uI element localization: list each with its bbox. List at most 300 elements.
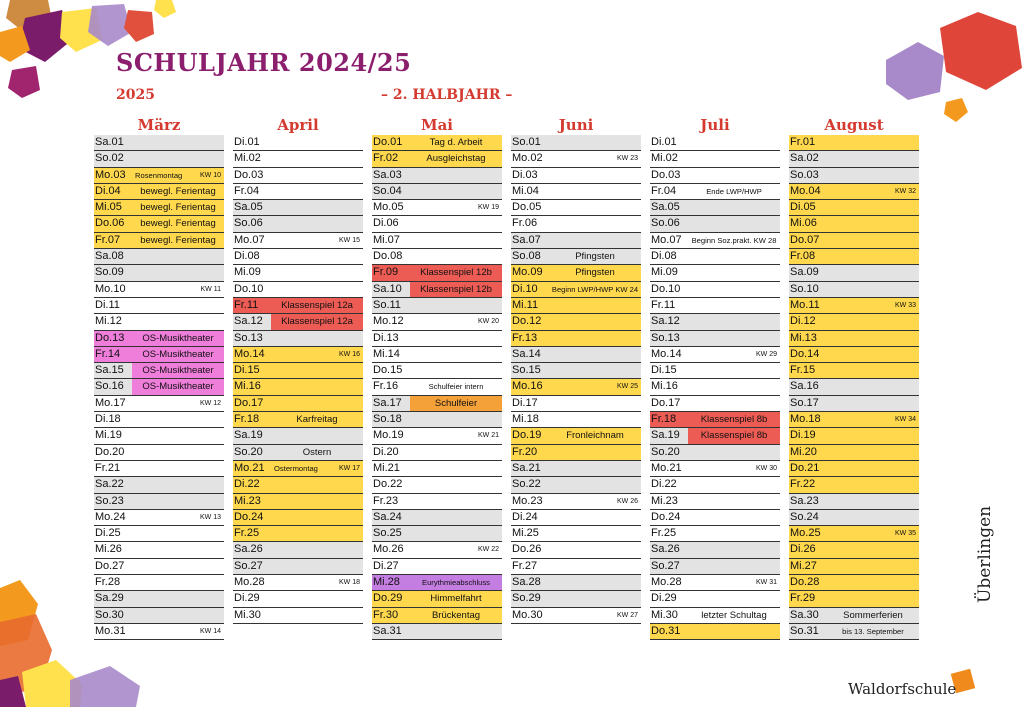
day-date: Mo.11 xyxy=(789,298,827,314)
week-number: KW 23 xyxy=(616,155,638,163)
day-note xyxy=(271,216,363,232)
day-note xyxy=(271,168,363,184)
week-number: KW 10 xyxy=(199,171,221,179)
day-note xyxy=(549,608,641,624)
day-note xyxy=(688,298,780,314)
event-label: OS-Musiktheater xyxy=(142,365,214,377)
day-date: Do.10 xyxy=(233,282,271,298)
day-date: Fr.25 xyxy=(650,526,688,542)
day-note xyxy=(549,200,641,216)
day-note xyxy=(827,282,919,298)
day-note xyxy=(549,494,641,510)
day-date: Di.12 xyxy=(789,314,827,330)
deco-shape xyxy=(124,10,154,42)
day-date: So.06 xyxy=(233,216,271,232)
day-note xyxy=(410,347,502,363)
day-note xyxy=(410,608,502,624)
day-date: Mi.16 xyxy=(650,379,688,395)
day-date: So.01 xyxy=(511,135,549,151)
day-date: Mi.09 xyxy=(233,265,271,281)
day-date: So.08 xyxy=(511,249,549,265)
day-date: Fr.29 xyxy=(789,591,827,607)
day-date: Di.27 xyxy=(372,559,410,575)
day-date: Sa.08 xyxy=(94,249,132,265)
day-note xyxy=(410,494,502,510)
day-note xyxy=(688,135,780,151)
day-date: So.10 xyxy=(789,282,827,298)
deco-shape xyxy=(8,66,40,98)
day-date: Di.17 xyxy=(511,396,549,412)
day-note xyxy=(132,526,224,542)
day-note xyxy=(688,216,780,232)
day-note xyxy=(132,363,224,379)
day-note xyxy=(688,168,780,184)
day-date: Di.29 xyxy=(650,591,688,607)
day-date: So.24 xyxy=(789,510,827,526)
day-note xyxy=(410,542,502,558)
day-note xyxy=(271,379,363,395)
month-header: Juni xyxy=(558,116,594,134)
day-note xyxy=(827,314,919,330)
deco-shape xyxy=(940,12,1022,90)
day-note xyxy=(410,591,502,607)
day-date: Fr.01 xyxy=(789,135,827,151)
day-note xyxy=(827,526,919,542)
day-note xyxy=(410,526,502,542)
event-label: Schulfeier xyxy=(434,397,478,409)
half-year-label: – 2. HALBJAHR – xyxy=(381,87,513,103)
day-note xyxy=(132,233,224,249)
day-note xyxy=(271,249,363,265)
day-date: Mi.05 xyxy=(94,200,132,216)
day-date: Mo.10 xyxy=(94,282,132,298)
day-date: So.06 xyxy=(650,216,688,232)
day-date: Di.22 xyxy=(233,477,271,493)
day-note xyxy=(410,151,502,167)
day-date: Mi.20 xyxy=(789,445,827,461)
day-list xyxy=(233,135,363,624)
day-note xyxy=(549,396,641,412)
day-date: Di.29 xyxy=(233,591,271,607)
day-date: Sa.29 xyxy=(94,591,132,607)
day-note xyxy=(410,135,502,151)
day-date: Fr.18 xyxy=(233,412,271,428)
day-date: Mi.26 xyxy=(94,542,132,558)
day-note xyxy=(410,396,502,412)
day-date: Fr.22 xyxy=(789,477,827,493)
day-note xyxy=(271,412,363,428)
day-note xyxy=(827,477,919,493)
week-number: KW 26 xyxy=(616,497,638,505)
week-number: KW 31 xyxy=(755,579,777,587)
day-date: Do.12 xyxy=(511,314,549,330)
day-date: Do.01 xyxy=(372,135,410,151)
day-note xyxy=(688,233,780,249)
day-date: Mi.06 xyxy=(789,216,827,232)
event-label: letzter Schultag xyxy=(701,609,767,621)
day-date: Sa.28 xyxy=(511,575,549,591)
week-number: KW 32 xyxy=(894,187,916,195)
day-note xyxy=(410,379,502,395)
month-header: Mai xyxy=(420,116,454,134)
week-number: KW 12 xyxy=(199,399,221,407)
day-note xyxy=(549,542,641,558)
day-note xyxy=(132,265,224,281)
day-note xyxy=(271,542,363,558)
day-date: So.31 xyxy=(789,624,827,640)
day-date: Sa.15 xyxy=(94,363,132,379)
event-label: Klassenspiel 12b xyxy=(420,283,492,295)
day-note xyxy=(549,265,641,281)
day-date: Sa.07 xyxy=(511,233,549,249)
day-note xyxy=(549,168,641,184)
day-note xyxy=(688,559,780,575)
day-date: Sa.19 xyxy=(233,428,271,444)
day-date: Mi.25 xyxy=(511,526,549,542)
day-note xyxy=(827,461,919,477)
day-note xyxy=(410,445,502,461)
day-date: Mo.12 xyxy=(372,314,410,330)
day-note xyxy=(827,591,919,607)
event-label: Klassenspiel 12a xyxy=(281,316,353,328)
day-note xyxy=(132,135,224,151)
day-note xyxy=(827,510,919,526)
event-label: Beginn LWP/HWP KW 24 xyxy=(551,284,639,294)
day-date: Mo.14 xyxy=(233,347,271,363)
day-date: Mo.04 xyxy=(789,184,827,200)
month-column xyxy=(789,115,919,640)
day-date: Di.11 xyxy=(94,298,132,314)
event-label: Beginn Soz.prakt. KW 28 xyxy=(691,235,777,245)
event-label: Ostern xyxy=(302,446,332,458)
day-note xyxy=(688,608,780,624)
day-note xyxy=(132,314,224,330)
day-note xyxy=(132,151,224,167)
week-number: KW 21 xyxy=(477,432,499,440)
day-date: Fr.06 xyxy=(511,216,549,232)
day-note xyxy=(688,363,780,379)
day-date: Di.18 xyxy=(94,412,132,428)
day-note xyxy=(827,265,919,281)
day-note xyxy=(132,624,224,640)
day-note xyxy=(271,331,363,347)
event-label: Klassenspiel 8b xyxy=(700,414,768,426)
week-number: KW 22 xyxy=(477,546,499,554)
day-note xyxy=(271,526,363,542)
day-note xyxy=(549,363,641,379)
deco-shape xyxy=(944,98,968,122)
day-date: Sa.19 xyxy=(650,428,688,444)
day-date: Fr.23 xyxy=(372,494,410,510)
day-note xyxy=(549,591,641,607)
day-note xyxy=(410,363,502,379)
day-note xyxy=(410,249,502,265)
day-date: Sa.12 xyxy=(233,314,271,330)
day-note xyxy=(271,575,363,591)
day-note xyxy=(549,347,641,363)
day-date: Do.21 xyxy=(789,461,827,477)
day-date: Do.31 xyxy=(650,624,688,640)
event-label: OS-Musiktheater xyxy=(142,348,214,360)
day-note xyxy=(827,233,919,249)
day-note xyxy=(132,445,224,461)
day-date: Fr.30 xyxy=(372,608,410,624)
day-note xyxy=(271,591,363,607)
day-note xyxy=(827,412,919,428)
day-date: Do.10 xyxy=(650,282,688,298)
day-note xyxy=(549,151,641,167)
month-header: Juli xyxy=(700,116,730,134)
day-date: Fr.11 xyxy=(233,298,271,314)
day-note xyxy=(827,331,919,347)
day-note xyxy=(132,559,224,575)
day-note xyxy=(688,461,780,477)
day-date: Mo.02 xyxy=(511,151,549,167)
day-note xyxy=(132,608,224,624)
day-note xyxy=(410,559,502,575)
day-note xyxy=(410,314,502,330)
day-date: So.11 xyxy=(372,298,410,314)
day-date: Do.13 xyxy=(94,331,132,347)
event-label: Tag d. Arbeit xyxy=(429,137,483,148)
day-note xyxy=(827,135,919,151)
day-date: Sa.10 xyxy=(372,282,410,298)
day-date: Sa.09 xyxy=(789,265,827,281)
day-note xyxy=(688,331,780,347)
day-note xyxy=(271,200,363,216)
day-date: Sa.31 xyxy=(372,624,410,640)
day-date: Fr.11 xyxy=(650,298,688,314)
day-note xyxy=(410,233,502,249)
day-note xyxy=(410,510,502,526)
day-date: Do.24 xyxy=(650,510,688,526)
day-date: Di.25 xyxy=(94,526,132,542)
day-date: Mo.21 xyxy=(233,461,271,477)
day-date: Di.01 xyxy=(650,135,688,151)
day-note xyxy=(688,445,780,461)
day-note xyxy=(688,542,780,558)
day-note xyxy=(549,510,641,526)
day-date: Fr.16 xyxy=(372,379,410,395)
day-note xyxy=(549,428,641,444)
day-date: So.25 xyxy=(372,526,410,542)
day-note xyxy=(549,216,641,232)
month-column xyxy=(511,115,641,624)
event-label: Himmelfahrt xyxy=(430,593,482,605)
day-date: Mi.02 xyxy=(650,151,688,167)
day-date: Mo.30 xyxy=(511,608,549,624)
day-date: Di.04 xyxy=(94,184,132,200)
day-note xyxy=(549,331,641,347)
day-date: Di.01 xyxy=(233,135,271,151)
day-note xyxy=(827,428,919,444)
day-date: Mo.17 xyxy=(94,396,132,412)
day-date: Mi.18 xyxy=(511,412,549,428)
day-date: So.15 xyxy=(511,363,549,379)
week-number: KW 13 xyxy=(199,513,221,521)
day-date: Sa.16 xyxy=(789,379,827,395)
event-label: Eurythmieabschluss xyxy=(422,578,490,588)
week-number: KW 11 xyxy=(200,285,221,293)
day-date: Di.24 xyxy=(511,510,549,526)
week-number: KW 35 xyxy=(894,530,916,538)
event-label: Ende LWP/HWP xyxy=(706,186,762,196)
day-date: Mo.31 xyxy=(94,624,132,640)
week-number: KW 19 xyxy=(477,204,499,212)
day-date: Fr.21 xyxy=(94,461,132,477)
day-note xyxy=(827,298,919,314)
day-date: Do.17 xyxy=(650,396,688,412)
day-date: Mo.14 xyxy=(650,347,688,363)
day-note xyxy=(410,168,502,184)
day-note xyxy=(410,575,502,591)
event-label: Klassenspiel 8b xyxy=(700,430,768,442)
day-list xyxy=(94,135,224,640)
day-date: Fr.09 xyxy=(372,265,410,281)
day-date: Fr.02 xyxy=(372,151,410,167)
day-date: Di.08 xyxy=(650,249,688,265)
day-date: Sa.24 xyxy=(372,510,410,526)
day-date: Mi.30 xyxy=(650,608,688,624)
day-date: Sa.26 xyxy=(650,542,688,558)
event-label: Schulfeier intern xyxy=(428,382,484,392)
day-list xyxy=(511,135,641,624)
day-note xyxy=(827,216,919,232)
day-note xyxy=(688,575,780,591)
day-date: Mo.19 xyxy=(372,428,410,444)
day-date: Di.26 xyxy=(789,542,827,558)
day-note xyxy=(132,184,224,200)
day-note xyxy=(271,314,363,330)
day-date: Fr.27 xyxy=(511,559,549,575)
day-date: Sa.05 xyxy=(650,200,688,216)
day-date: Fr.04 xyxy=(650,184,688,200)
day-date: Do.14 xyxy=(789,347,827,363)
day-note xyxy=(688,282,780,298)
day-note xyxy=(688,526,780,542)
day-note xyxy=(410,624,502,640)
day-note xyxy=(410,412,502,428)
day-date: Di.20 xyxy=(372,445,410,461)
week-number: KW 34 xyxy=(894,416,916,424)
day-date: Sa.21 xyxy=(511,461,549,477)
event-label: Fronleichnam xyxy=(566,430,624,442)
day-note xyxy=(827,445,919,461)
event-label: Karfreitag xyxy=(296,414,338,426)
day-note xyxy=(549,461,641,477)
day-date: Do.22 xyxy=(372,477,410,493)
day-date: Sa.30 xyxy=(789,608,827,624)
deco-shape xyxy=(70,666,140,707)
event-label: Klassenspiel 12b xyxy=(420,267,492,279)
day-note xyxy=(549,282,641,298)
day-note xyxy=(688,494,780,510)
day-note xyxy=(688,200,780,216)
day-note xyxy=(827,624,919,640)
week-number: KW 27 xyxy=(616,611,638,619)
week-number: KW 14 xyxy=(199,627,221,635)
day-date: Mi.07 xyxy=(372,233,410,249)
day-date: Mi.21 xyxy=(372,461,410,477)
day-note xyxy=(132,477,224,493)
day-date: Di.15 xyxy=(650,363,688,379)
day-note xyxy=(271,265,363,281)
event-label: Ausgleichstag xyxy=(426,153,486,165)
day-date: Fr.14 xyxy=(94,347,132,363)
day-date: So.17 xyxy=(789,396,827,412)
day-date: Mo.28 xyxy=(233,575,271,591)
event-label: bis 13. September xyxy=(842,626,904,636)
day-note xyxy=(549,445,641,461)
day-list xyxy=(650,135,780,640)
week-number: KW 17 xyxy=(338,464,360,472)
day-note xyxy=(271,151,363,167)
day-date: Mo.07 xyxy=(650,233,688,249)
day-note xyxy=(827,363,919,379)
day-note xyxy=(827,151,919,167)
week-number: KW 29 xyxy=(755,350,777,358)
day-note xyxy=(410,461,502,477)
day-date: Do.07 xyxy=(789,233,827,249)
day-note xyxy=(827,559,919,575)
day-date: Do.20 xyxy=(94,445,132,461)
day-note xyxy=(410,298,502,314)
day-date: Mo.24 xyxy=(94,510,132,526)
week-number: KW 33 xyxy=(894,301,916,309)
day-note xyxy=(549,412,641,428)
day-note xyxy=(271,282,363,298)
day-note xyxy=(688,624,780,640)
event-label: OS-Musiktheater xyxy=(142,332,214,344)
day-date: Di.22 xyxy=(650,477,688,493)
day-note xyxy=(549,135,641,151)
day-date: So.03 xyxy=(789,168,827,184)
day-date: So.27 xyxy=(650,559,688,575)
day-date: So.13 xyxy=(233,331,271,347)
day-date: Mo.18 xyxy=(789,412,827,428)
day-note xyxy=(827,379,919,395)
event-label: Klassenspiel 12a xyxy=(281,299,353,311)
day-note xyxy=(688,184,780,200)
logo-text: Waldorfschule xyxy=(848,680,957,698)
day-note xyxy=(132,216,224,232)
day-note xyxy=(688,477,780,493)
day-date: Fr.28 xyxy=(94,575,132,591)
day-date: Do.17 xyxy=(233,396,271,412)
day-date: Sa.17 xyxy=(372,396,410,412)
day-note xyxy=(132,282,224,298)
month-column xyxy=(372,115,502,640)
day-note xyxy=(132,494,224,510)
day-note xyxy=(271,559,363,575)
day-note xyxy=(271,233,363,249)
day-note xyxy=(549,379,641,395)
day-date: Sa.01 xyxy=(94,135,132,151)
day-note xyxy=(132,461,224,477)
day-date: Do.05 xyxy=(511,200,549,216)
day-date: Sa.26 xyxy=(233,542,271,558)
day-date: Do.28 xyxy=(789,575,827,591)
day-date: Fr.13 xyxy=(511,331,549,347)
day-note xyxy=(688,510,780,526)
day-note xyxy=(827,249,919,265)
day-note xyxy=(271,608,363,624)
day-date: Mo.28 xyxy=(650,575,688,591)
day-date: Mi.16 xyxy=(233,379,271,395)
day-date: So.09 xyxy=(94,265,132,281)
day-date: Mi.23 xyxy=(233,494,271,510)
day-date: So.29 xyxy=(511,591,549,607)
